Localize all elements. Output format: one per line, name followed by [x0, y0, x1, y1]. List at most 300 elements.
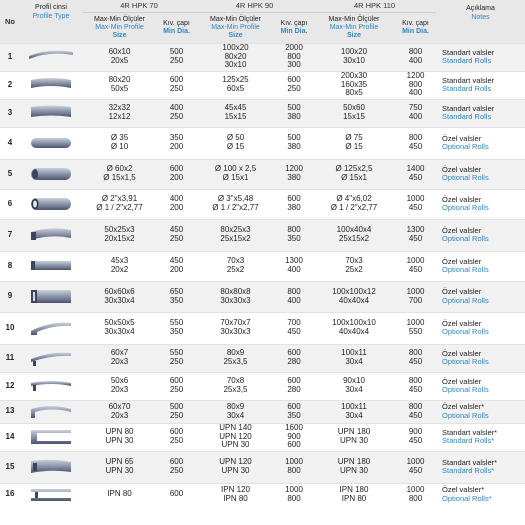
row-number: 9 — [0, 281, 20, 312]
size-90 — [196, 127, 275, 159]
size-90-line: 30x10 — [224, 60, 247, 70]
note-en: Optional Rolls — [442, 265, 489, 274]
size-110-line: 25x15x2 — [338, 234, 370, 243]
min-dia-110-line: 1000 — [406, 318, 425, 328]
size-110-line: 90x10 — [343, 376, 365, 386]
row-number: 1 — [0, 43, 20, 71]
min-dia-90-line: 300 — [287, 60, 301, 70]
min-dia-90-line: 280 — [287, 385, 301, 394]
size-70-line: 80x20 — [108, 75, 131, 85]
min-dia-90-line: 600 — [287, 348, 301, 358]
size-110-line: Ø 15 — [345, 142, 363, 151]
header-notes — [436, 0, 525, 43]
size-70 — [82, 99, 157, 127]
note-tr: Özel valsler — [442, 256, 482, 266]
notes-cell — [436, 127, 525, 159]
min-dia-90-line: 800 — [287, 466, 301, 475]
size-90-line: 70x8 — [226, 376, 245, 386]
min-dia-110 — [395, 451, 436, 483]
profile-image — [20, 71, 82, 99]
size-70-line: 60x7 — [110, 348, 129, 358]
note-tr: Özel valsler — [442, 376, 482, 386]
notes-cell — [436, 400, 525, 423]
min-dia-110-line: 1000 — [406, 194, 425, 204]
min-dia-70 — [157, 372, 196, 400]
min-dia-110-line: 800 — [408, 133, 423, 143]
size-70-line: UPN 65 — [105, 457, 134, 467]
size-70-line: UPN 80 — [105, 427, 134, 437]
size-70-line: Ø 35 — [110, 133, 129, 143]
pipe-icon — [20, 193, 82, 215]
min-dia-70 — [157, 312, 196, 344]
min-dia-110 — [395, 189, 436, 219]
min-dia-90-line: 400 — [287, 295, 301, 305]
table-row — [0, 71, 525, 99]
u-channel-flat-icon — [20, 456, 82, 478]
note-en: Standard Rolls — [442, 56, 492, 65]
min-dia-90 — [275, 400, 313, 423]
min-dia-70 — [157, 400, 196, 423]
size-70-line: 12x12 — [108, 112, 131, 121]
size-70-line: IPN 80 — [107, 489, 132, 499]
size-70 — [82, 400, 157, 423]
min-dia-70-line: 250 — [169, 112, 184, 121]
min-dia-110-line: 450 — [408, 173, 423, 182]
min-dia-110-line: 400 — [408, 88, 423, 98]
table-row — [0, 219, 525, 251]
min-dia-90 — [275, 451, 313, 483]
min-dia-110-line: 1000 — [406, 457, 425, 467]
profile-image — [20, 372, 82, 400]
min-dia-90 — [275, 281, 313, 312]
note-en: Optional Rolls — [442, 234, 489, 243]
size-70-line: Ø 60x2 — [106, 164, 133, 174]
min-dia-90-line: 280 — [287, 357, 301, 366]
profile-image — [20, 423, 82, 451]
min-dia-110-line: 1000 — [406, 256, 425, 266]
min-dia-70 — [157, 43, 196, 71]
round-tube-icon — [20, 163, 82, 185]
header-no: No — [0, 0, 20, 43]
min-dia-70-line: 400 — [169, 103, 184, 113]
size-90 — [196, 219, 275, 251]
size-110 — [313, 127, 395, 159]
min-dia-110 — [395, 219, 436, 251]
min-dia-90-line: 380 — [287, 173, 301, 182]
size-90 — [196, 159, 275, 189]
note-en: Optional Rolls — [442, 173, 489, 182]
min-dia-70 — [157, 189, 196, 219]
size-110-line: 40x40x4 — [338, 327, 370, 336]
size-70 — [82, 71, 157, 99]
size-90-line: 25x3,5 — [223, 357, 248, 366]
size-70-line: Ø 2"x3,91 — [101, 194, 138, 204]
size-110 — [313, 312, 395, 344]
size-70 — [82, 127, 157, 159]
size-70 — [82, 281, 157, 312]
square-bar-icon — [20, 102, 82, 124]
rect-tube-edge-icon — [20, 224, 82, 246]
min-dia-90 — [275, 251, 313, 281]
min-dia-90 — [275, 159, 313, 189]
min-dia-90-line: 600 — [287, 75, 301, 85]
min-dia-90 — [275, 71, 313, 99]
table-row — [0, 423, 525, 451]
min-dia-110-line: 550 — [408, 327, 423, 336]
min-dia-70 — [157, 281, 196, 312]
size-110-line: Ø 125x2,5 — [335, 164, 373, 174]
size-90-line: 30x30x3 — [220, 295, 251, 305]
min-dia-90 — [275, 372, 313, 400]
size-110-line: 80x5 — [345, 88, 363, 98]
profile-image — [20, 127, 82, 159]
size-90-line: 30x30x3 — [220, 327, 251, 336]
flat-bar-icon — [20, 46, 82, 68]
size-70-line: 50x6 — [110, 376, 129, 386]
size-90 — [196, 99, 275, 127]
min-dia-70-line: 250 — [169, 56, 184, 65]
min-dia-90-line: 500 — [287, 103, 301, 113]
header-group-90: 4R HPK 90 — [196, 0, 313, 12]
size-70 — [82, 219, 157, 251]
min-dia-70-line: 200 — [169, 265, 184, 274]
min-dia-70-line: 400 — [169, 194, 184, 204]
min-dia-70-line: 600 — [169, 376, 184, 386]
row-number: 7 — [0, 219, 20, 251]
notes-cell — [436, 423, 525, 451]
size-90 — [196, 312, 275, 344]
table-row — [0, 43, 525, 71]
size-70-line: 32x32 — [108, 103, 131, 113]
min-dia-70-line: 550 — [169, 348, 184, 358]
size-70-line: 60x60x6 — [104, 286, 135, 296]
note-tr: Standart valsler — [442, 75, 495, 85]
min-dia-70-line: 350 — [169, 133, 184, 143]
size-90 — [196, 189, 275, 219]
size-110 — [313, 71, 395, 99]
min-dia-110 — [395, 159, 436, 189]
notes-cell — [436, 372, 525, 400]
min-dia-90-line: 700 — [287, 318, 301, 328]
profile-image — [20, 219, 82, 251]
min-dia-110-line: 450 — [408, 357, 423, 366]
angle-out-icon — [20, 317, 82, 339]
profile-image — [20, 451, 82, 483]
note-en: Standard Rolls — [442, 84, 492, 93]
size-70-line: 20x5 — [110, 56, 129, 65]
size-90-line: 70x70x7 — [220, 318, 251, 328]
min-dia-70 — [157, 127, 196, 159]
min-dia-70 — [157, 251, 196, 281]
min-dia-70 — [157, 423, 196, 451]
size-110-line: 200x30 — [340, 71, 368, 81]
min-dia-70 — [157, 451, 196, 483]
u-channel-icon — [20, 426, 82, 448]
size-70-line: 50x25x3 — [104, 225, 135, 235]
min-dia-110-line: 450 — [408, 234, 423, 243]
size-110 — [313, 43, 395, 71]
size-110-line: IPN 180 — [339, 484, 369, 494]
size-70 — [82, 483, 157, 506]
profile-image — [20, 43, 82, 71]
size-90-line: Ø 1 / 2"x2,77 — [212, 203, 259, 212]
header-group-110: 4R HPK 110 — [313, 0, 436, 12]
size-90 — [196, 372, 275, 400]
min-dia-110 — [395, 99, 436, 127]
i-beam-icon — [20, 484, 82, 506]
min-dia-90-line: 1600 — [285, 423, 303, 433]
min-dia-90-line: 250 — [287, 84, 301, 93]
note-tr: Standart valsler* — [442, 457, 498, 467]
min-dia-110 — [395, 127, 436, 159]
profile-image — [20, 281, 82, 312]
min-dia-110-line: 1000 — [406, 286, 425, 296]
min-dia-90-line: 600 — [287, 194, 301, 204]
tee-bar-icon — [20, 347, 82, 369]
table-row — [0, 400, 525, 423]
min-dia-90 — [275, 127, 313, 159]
size-90 — [196, 344, 275, 372]
min-dia-70-line: 600 — [169, 164, 184, 174]
size-110 — [313, 344, 395, 372]
size-110 — [313, 281, 395, 312]
min-dia-110 — [395, 400, 436, 423]
row-number: 16 — [0, 483, 20, 506]
min-dia-90 — [275, 483, 313, 506]
table-row — [0, 159, 525, 189]
size-90-line: UPN 30 — [221, 440, 250, 450]
header-dia-70: Kıv. çapı Min Dia. — [157, 12, 196, 43]
size-70-line: 30x30x4 — [104, 295, 135, 305]
min-dia-110 — [395, 483, 436, 506]
tee-bar-in-icon — [20, 375, 82, 397]
size-90-line: Ø 50 — [226, 133, 245, 143]
note-tr: Özel valsler — [442, 194, 482, 204]
note-tr: Özel valsler — [442, 318, 482, 328]
min-dia-110-line: 450 — [408, 410, 423, 420]
table-row — [0, 483, 525, 506]
min-dia-90-line: 380 — [287, 142, 301, 151]
size-110-line: 15x15 — [343, 112, 365, 121]
min-dia-110-line: 1300 — [406, 225, 425, 235]
size-110 — [313, 372, 395, 400]
size-110-line: Ø 4"x6,02 — [336, 194, 372, 204]
size-70-line: 20x2 — [110, 265, 129, 274]
note-en: Optional Rolls — [442, 327, 489, 336]
min-dia-90 — [275, 219, 313, 251]
note-tr: Özel valsler — [442, 287, 482, 296]
profile-image — [20, 483, 82, 506]
table-row — [0, 281, 525, 312]
min-dia-70-line: 600 — [169, 489, 184, 499]
size-70-line: UPN 30 — [105, 466, 134, 475]
profile-image — [20, 344, 82, 372]
size-110 — [313, 99, 395, 127]
table-row — [0, 312, 525, 344]
size-70-line: 45x3 — [110, 256, 129, 266]
notes-cell — [436, 219, 525, 251]
row-number: 4 — [0, 127, 20, 159]
row-number: 6 — [0, 189, 20, 219]
size-90-line: 60x5 — [226, 84, 245, 93]
note-en: Standard Rolls — [442, 112, 492, 121]
min-dia-90-line: 600 — [287, 401, 301, 411]
min-dia-110-line: 450 — [408, 265, 423, 274]
size-90-line: 45x45 — [224, 103, 247, 113]
header-size-110: Max-Min Ölçüler Max-Min Profile Size — [313, 12, 395, 43]
size-70-line: 20x3 — [110, 385, 129, 394]
header-dia-90: Kıv. çapı Min Dia. — [275, 12, 313, 43]
size-110-line: 70x3 — [345, 256, 363, 266]
min-dia-110 — [395, 43, 436, 71]
min-dia-110-line: 450 — [408, 142, 423, 151]
size-110 — [313, 251, 395, 281]
notes-cell — [436, 281, 525, 312]
profile-image — [20, 312, 82, 344]
size-90-line: 15x15 — [224, 112, 247, 121]
min-dia-70-line: 500 — [169, 401, 184, 411]
size-90 — [196, 400, 275, 423]
min-dia-90-line: 2000 — [285, 43, 303, 53]
row-number: 11 — [0, 344, 20, 372]
min-dia-110-line: 750 — [408, 103, 423, 113]
note-tr: Özel valsler — [442, 348, 482, 358]
size-90-line: Ø 100 x 2,5 — [214, 164, 257, 174]
notes-cell — [436, 251, 525, 281]
header-profile-en: Profile Type — [32, 12, 70, 20]
notes-cell — [436, 99, 525, 127]
header-group-70: 4R HPK 70 — [82, 0, 196, 12]
min-dia-110-line: 800 — [408, 47, 423, 57]
min-dia-90-line: 380 — [287, 203, 301, 212]
size-70-line: 60x10 — [108, 47, 131, 57]
flat-bar-edge-icon — [20, 74, 82, 96]
angle-in-icon — [20, 401, 82, 423]
min-dia-70-line: 500 — [169, 47, 184, 57]
min-dia-90-line: 350 — [287, 410, 301, 420]
note-tr: Standart valsler — [442, 47, 495, 57]
min-dia-90-line: 350 — [287, 234, 301, 243]
min-dia-90-line: 1300 — [285, 256, 303, 266]
note-en: Optional Rolls — [442, 357, 489, 366]
min-dia-70 — [157, 99, 196, 127]
min-dia-90-line: 380 — [287, 112, 301, 121]
size-90 — [196, 251, 275, 281]
min-dia-90-line: 600 — [287, 376, 301, 386]
header-notes-en: Notes — [471, 14, 490, 21]
size-70 — [82, 189, 157, 219]
size-70 — [82, 344, 157, 372]
min-dia-70-line: 350 — [169, 295, 184, 305]
min-dia-90 — [275, 99, 313, 127]
size-110 — [313, 189, 395, 219]
size-110-line: IPN 80 — [341, 493, 367, 503]
min-dia-70-line: 550 — [169, 318, 184, 328]
size-110-line: 100x11 — [341, 348, 367, 358]
size-110-line: 30x4 — [345, 357, 363, 366]
min-dia-70-line: 250 — [169, 385, 184, 394]
size-110-line: 100x100x10 — [332, 318, 376, 328]
square-tube-icon — [20, 286, 82, 308]
size-90-line: 25x15x2 — [220, 234, 251, 243]
min-dia-70-line: 250 — [169, 436, 184, 445]
size-90-line: IPN 120 — [221, 484, 250, 494]
min-dia-70-line: 200 — [169, 203, 184, 212]
min-dia-70-line: 650 — [169, 286, 184, 296]
min-dia-110-line: 450 — [408, 436, 423, 445]
size-110-line: UPN 180 — [337, 457, 371, 467]
size-90-line: 125x25 — [222, 75, 249, 85]
min-dia-110 — [395, 281, 436, 312]
size-90-line: UPN 140 — [219, 423, 252, 433]
min-dia-70-line: 250 — [169, 84, 184, 93]
table-row — [0, 127, 525, 159]
size-90-line: 70x3 — [226, 256, 245, 266]
note-en: Optional Rolls — [442, 203, 489, 212]
note-tr: Özel valsler* — [442, 402, 485, 411]
size-90-line: 30x4 — [226, 410, 245, 420]
min-dia-110-line: 800 — [408, 79, 423, 89]
table-row — [0, 372, 525, 400]
notes-cell — [436, 189, 525, 219]
size-110 — [313, 400, 395, 423]
min-dia-90-line: 500 — [287, 133, 301, 143]
min-dia-90-line: 1200 — [285, 164, 303, 174]
profile-image — [20, 99, 82, 127]
min-dia-70-line: 350 — [169, 327, 184, 336]
size-90-line: 80x80x8 — [220, 286, 251, 296]
min-dia-70-line: 250 — [169, 466, 184, 475]
min-dia-110 — [395, 372, 436, 400]
min-dia-110-line: 1000 — [406, 484, 425, 494]
min-dia-90-line: 600 — [287, 440, 301, 450]
notes-cell — [436, 451, 525, 483]
size-90-line: 25x2 — [226, 265, 245, 274]
size-70-line: 60x70 — [108, 401, 131, 411]
size-90-line: UPN 30 — [221, 466, 250, 475]
min-dia-110 — [395, 344, 436, 372]
notes-cell — [436, 312, 525, 344]
min-dia-70-line: 200 — [169, 173, 184, 182]
row-number: 14 — [0, 423, 20, 451]
notes-cell — [436, 344, 525, 372]
row-number: 5 — [0, 159, 20, 189]
size-90 — [196, 281, 275, 312]
row-number: 3 — [0, 99, 20, 127]
min-dia-90-line: 800 — [287, 493, 301, 503]
min-dia-90-line: 800 — [287, 286, 301, 296]
size-70-line: Ø 15x1,5 — [103, 173, 136, 182]
header-size-90: Max-Min Ölçüler Max-Min Profile Size — [196, 12, 275, 43]
size-110 — [313, 159, 395, 189]
size-110 — [313, 451, 395, 483]
size-90-line: 80x25x3 — [220, 225, 251, 235]
profile-image — [20, 189, 82, 219]
min-dia-70-line: 250 — [169, 357, 184, 366]
min-dia-70-line: 450 — [169, 225, 184, 235]
min-dia-90-line: 1000 — [285, 484, 303, 494]
size-90-line: 25x3,5 — [223, 385, 248, 394]
min-dia-110-line: 800 — [408, 376, 423, 386]
size-70 — [82, 159, 157, 189]
size-70-line: 20x15x2 — [104, 234, 135, 243]
min-dia-110-line: 1200 — [406, 71, 425, 81]
size-90-line: IPN 80 — [223, 493, 248, 503]
table-row — [0, 251, 525, 281]
notes-cell — [436, 43, 525, 71]
size-110-line: Ø 75 — [345, 133, 363, 143]
header-profile-type — [20, 0, 82, 43]
